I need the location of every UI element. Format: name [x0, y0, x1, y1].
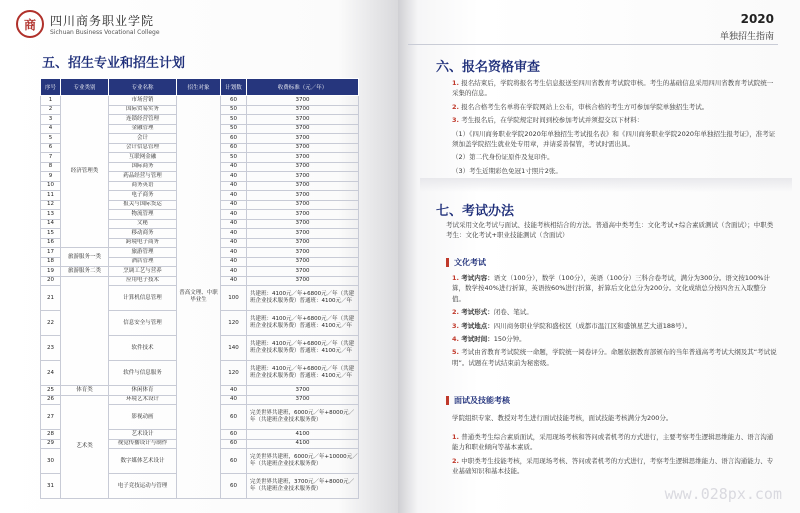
- logo-cn: 四川商务职业学院: [50, 14, 155, 28]
- table-cell: 23: [41, 336, 61, 361]
- list-item: [452, 166, 778, 176]
- list-item: [452, 432, 778, 453]
- table-cell: 市场营销: [109, 96, 177, 106]
- item-key: 考试形式：: [461, 308, 494, 317]
- table-cell: 电子商务: [109, 191, 177, 201]
- subsection-culture-exam: [446, 257, 486, 268]
- section-title-5: 五、招生专业和招生计划: [42, 56, 186, 71]
- table-cell: 28: [41, 430, 61, 440]
- table-cell: 完美世界共建班，3700元／年+8000元／年（共建班企业技术服务费）: [247, 474, 359, 499]
- list-item: [452, 152, 778, 162]
- table-cell: 文秘: [109, 219, 177, 229]
- item-text: 普通类考生综合素质面试，采用现场考核和答问或者机考的方式进行，主要考察考生逻辑思维能力、语言沟通能力和职业倾向等基本素质。: [452, 433, 774, 452]
- item-text: 考试由省教育考试院统一命题，学院统一阅卷评分。命题依据教育部颁布的当年普通高考考试大纲及其“考试说明”。试题在考试结束前为秘密级。: [452, 348, 777, 367]
- subsection-title: 文化考试: [454, 258, 486, 267]
- table-cell: 4100: [247, 430, 359, 440]
- table-cell: 国际贸易实务: [109, 105, 177, 115]
- table-cell: 软件技术: [109, 336, 177, 361]
- accent-bar: [446, 258, 449, 267]
- item-number: 4.: [452, 335, 462, 343]
- logo-en: Sichuan Business Vocational College: [50, 29, 160, 36]
- section-title-7: 七、考试办法: [436, 204, 515, 219]
- item-text: 闭卷、笔试。: [493, 308, 533, 317]
- accent-bar: [446, 396, 449, 405]
- table-cell: 40: [221, 395, 247, 405]
- table-cell: 11: [41, 191, 61, 201]
- table-cell: 40: [221, 172, 247, 182]
- header-divider: [408, 44, 778, 45]
- item-key: 考试地点：: [461, 321, 494, 330]
- section-divider: [420, 178, 792, 192]
- table-header-cell: 专业名称: [109, 79, 177, 96]
- left-page: [0, 0, 398, 513]
- table-cell: 3700: [247, 219, 359, 229]
- table-cell: 酒店管理: [109, 257, 177, 267]
- table-cell: 共建班：4100元／年+6800元／年（共建班企业技术服务费）普通班：4100元／年: [247, 311, 359, 336]
- table-cell: 31: [41, 474, 61, 499]
- table-cell: 报关与国际货运: [109, 200, 177, 210]
- item-number: 3.: [452, 116, 462, 125]
- item-text: （1）《四川商务职业学院2020年单独招生考试报名表》和《四川商务职业学院2020年单独招生报考证》，准考证须加盖学院招生就业处专用章，并请妥善保管，考试时需出具。: [452, 129, 776, 148]
- table-cell: 16: [41, 238, 61, 248]
- list-item: [452, 102, 778, 112]
- table-cell: 旅游管理: [109, 248, 177, 258]
- table-cell: 9: [41, 172, 61, 182]
- table-cell: 影视动画: [109, 405, 177, 430]
- list-item: [452, 334, 778, 344]
- list-item: [452, 115, 778, 125]
- table-cell: 120: [221, 311, 247, 336]
- table-cell: 3700: [247, 172, 359, 182]
- item-number: 1.: [452, 274, 462, 282]
- item-key: 考试时间：: [461, 335, 494, 343]
- page-header: [720, 12, 774, 42]
- table-cell: 3700: [247, 115, 359, 125]
- header-subtitle: 单独招生指南: [719, 32, 774, 42]
- table-cell: 7: [41, 153, 61, 163]
- table-cell: 连锁经营管理: [109, 115, 177, 125]
- table-cell: 烹调工艺与营养: [109, 267, 177, 277]
- item-text: 150分钟。: [493, 335, 526, 343]
- table-cell: 休闲体育: [109, 386, 177, 396]
- table-cell: 共建班：4100元／年+6800元／年（共建班企业技术服务费）普通班：4100元／年: [247, 336, 359, 361]
- table-cell: 数字媒体艺术设计: [109, 449, 177, 474]
- enrollment-table: [40, 78, 358, 499]
- table-cell: 6: [41, 143, 61, 153]
- interview-intro: 学院组织专家、教授对考生进行面试技能考核，面试技能考核满分为200分。: [452, 414, 673, 422]
- table-cell: 30: [41, 449, 61, 474]
- table-cell: 共建班：4100元／年+6800元／年（共建班企业技术服务费）普通班：4100元／年: [247, 286, 359, 311]
- table-cell: 21: [41, 286, 61, 311]
- table-cell: 3700: [247, 386, 359, 396]
- table-header-cell: 序号: [41, 79, 61, 96]
- table-cell: 金融管理: [109, 124, 177, 134]
- table-cell: 3700: [247, 162, 359, 172]
- table-cell: 18: [41, 257, 61, 267]
- table-cell: 19: [41, 267, 61, 277]
- table-cell: 3700: [247, 134, 359, 144]
- item-number: 2.: [452, 308, 462, 317]
- table-cell: 60: [221, 405, 247, 430]
- table-cell: 3700: [247, 153, 359, 163]
- table-cell: 环境艺术设计: [109, 395, 177, 405]
- table-cell: 4100: [247, 439, 359, 449]
- table-cell: 会计: [109, 134, 177, 144]
- table-cell: 体育类: [61, 386, 109, 396]
- table-cell: 软件与信息服务: [109, 361, 177, 386]
- item-number: 3.: [452, 321, 462, 330]
- table-cell: 3700: [247, 395, 359, 405]
- table-row: [41, 96, 359, 106]
- table-cell: 3700: [247, 124, 359, 134]
- section-title-6: 六、报名资格审查: [436, 60, 541, 75]
- table-cell: 40: [221, 386, 247, 396]
- item-text: 报名结束后，学院将报名考生信息报送至四川省教育考试院审核。考生的基础信息采用四川省教育考试院统一采集的信息。: [452, 79, 774, 98]
- list-item: [452, 273, 778, 304]
- table-cell: 药品经营与管理: [109, 172, 177, 182]
- list-item: [452, 347, 778, 368]
- table-cell: 电子竞技运动与管理: [109, 474, 177, 499]
- seal-icon: 商: [16, 10, 44, 38]
- table-cell: 3700: [247, 181, 359, 191]
- table-body: [41, 96, 359, 499]
- table-cell: 会计信息管理: [109, 143, 177, 153]
- item-text: 语文（100分），数学（100分），英语（100分）三科合卷考试，满分为300分。语文按100%计算，数学按40%进行折算，英语按60%进行折算，折算后文化总分为200分。文化成绩总分按四舍五入取整分值。: [452, 274, 770, 303]
- table-cell: 50: [221, 153, 247, 163]
- table-cell: 3700: [247, 238, 359, 248]
- item-number: 1.: [452, 79, 462, 87]
- item-text: 中职类考生技能考核，采用现场考核、答问或者机考的方式进行，考察考生逻辑思维能力、语言沟通能力、专业基础知识和基本技能。: [452, 456, 774, 476]
- table-header-row: [41, 79, 359, 96]
- header-year: 2020: [740, 12, 774, 26]
- table-cell: 40: [221, 200, 247, 210]
- table-cell: 40: [221, 181, 247, 191]
- table-cell: 4: [41, 124, 61, 134]
- table-cell: 5: [41, 134, 61, 144]
- table-cell: 40: [221, 162, 247, 172]
- table-cell: 物流管理: [109, 210, 177, 220]
- subsection-title: 面试及技能考核: [454, 396, 510, 405]
- table-cell: 3700: [247, 248, 359, 258]
- table-cell: 3700: [247, 210, 359, 220]
- table-cell: 60: [221, 134, 247, 144]
- table-cell: 12: [41, 200, 61, 210]
- table-cell: 22: [41, 311, 61, 336]
- table-header-cell: 收费标准（元／年）: [247, 79, 359, 96]
- table-cell: 移动商务: [109, 229, 177, 239]
- item-number: 1.: [452, 433, 462, 441]
- table-cell: 40: [221, 229, 247, 239]
- table-cell: 50: [221, 105, 247, 115]
- table-cell: 信息安全与管理: [109, 311, 177, 336]
- table-cell: 3700: [247, 200, 359, 210]
- item-key: 考试内容：: [461, 274, 494, 282]
- table-cell: 旅游服务二类: [61, 267, 109, 277]
- table-cell: 完美世界共建班，6000元／年+10000元／年（共建班企业技术服务费）: [247, 449, 359, 474]
- item-text: （2）第二代身份证原件及复印件。: [452, 153, 554, 162]
- table-cell: 120: [221, 361, 247, 386]
- item-number: 5.: [452, 348, 462, 357]
- table-cell: 3700: [247, 96, 359, 106]
- table-cell: 普高文理、中职毕业生: [177, 96, 221, 499]
- table-cell: 10: [41, 181, 61, 191]
- subsection-interview: [446, 395, 510, 406]
- table-cell: 60: [221, 143, 247, 153]
- table-cell: 旅游服务一类: [61, 248, 109, 267]
- table-cell: 40: [221, 257, 247, 267]
- table-cell: 3700: [247, 191, 359, 201]
- table-cell: 60: [221, 439, 247, 449]
- college-logo: [16, 10, 160, 38]
- table-header-cell: 计划数: [221, 79, 247, 96]
- table-cell: 3700: [247, 229, 359, 239]
- table-cell: [61, 276, 109, 386]
- table-cell: 应用电子技术: [109, 276, 177, 286]
- item-text: （3）考生近期彩色免冠1寸照片2张。: [452, 166, 562, 175]
- table-cell: 50: [221, 124, 247, 134]
- table-cell: 完美世界共建班，6000元／年+8000元／年（共建班企业技术服务费）: [247, 405, 359, 430]
- table-cell: 17: [41, 248, 61, 258]
- table-cell: 40: [221, 238, 247, 248]
- table-cell: 26: [41, 395, 61, 405]
- table-cell: 艺术类: [61, 395, 109, 499]
- table-cell: 27: [41, 405, 61, 430]
- table-cell: 25: [41, 386, 61, 396]
- table-cell: 商务英语: [109, 181, 177, 191]
- table-cell: 2: [41, 105, 61, 115]
- table-cell: 国际商务: [109, 162, 177, 172]
- table-cell: 60: [221, 449, 247, 474]
- table-cell: 40: [221, 267, 247, 277]
- table-cell: 60: [221, 96, 247, 106]
- table-cell: 20: [41, 276, 61, 286]
- item-number: 2.: [452, 102, 462, 111]
- table-cell: 50: [221, 115, 247, 125]
- table-header-cell: 专业类别: [61, 79, 109, 96]
- table-cell: 15: [41, 229, 61, 239]
- table-header-cell: 招生对象: [177, 79, 221, 96]
- table-cell: 3: [41, 115, 61, 125]
- watermark: www.028px.com: [664, 485, 782, 503]
- table-cell: 40: [221, 248, 247, 258]
- table-cell: 40: [221, 276, 247, 286]
- table-cell: 3700: [247, 257, 359, 267]
- table-cell: 视觉传播设计与制作: [109, 439, 177, 449]
- table-cell: 艺术设计: [109, 430, 177, 440]
- table-cell: 60: [221, 430, 247, 440]
- table-cell: 计算机信息管理: [109, 286, 177, 311]
- table-cell: 跨境电子商务: [109, 238, 177, 248]
- list-item: [452, 456, 778, 477]
- table-cell: 40: [221, 219, 247, 229]
- table-cell: 60: [221, 474, 247, 499]
- table-cell: 3700: [247, 105, 359, 115]
- table-cell: 140: [221, 336, 247, 361]
- table-cell: 8: [41, 162, 61, 172]
- table-cell: 互联网金融: [109, 153, 177, 163]
- section-7-intro: 考试采用文化考试与面试、技能考核相结合的方法。普通高中类考生：文化考试+综合素质测试（含面试）；中职类考生：文化考试+职业技能测试（含面试）: [446, 221, 774, 240]
- table-cell: 29: [41, 439, 61, 449]
- table-cell: 100: [221, 286, 247, 311]
- table-cell: 3700: [247, 143, 359, 153]
- table-cell: 经济管理类: [61, 96, 109, 248]
- table-cell: 3700: [247, 267, 359, 277]
- table-cell: 13: [41, 210, 61, 220]
- item-text: 四川商务职业学院和盛校区（成都市温江区和盛镇星艺大道188号）。: [493, 321, 692, 330]
- item-text: 考生报名后，在学院规定时间到校参加考试并须提交以下材料：: [461, 116, 644, 125]
- list-item: [452, 321, 778, 331]
- table-cell: 24: [41, 361, 61, 386]
- table-cell: 40: [221, 191, 247, 201]
- item-text: 报名合格考生名单将在学院网站上公布，审核合格的考生方可参加学院单独招生考试。: [461, 102, 709, 111]
- table-cell: 14: [41, 219, 61, 229]
- list-item: [452, 307, 778, 317]
- table-cell: 共建班：4100元／年+6800元／年（共建班企业技术服务费）普通班：4100元／年: [247, 361, 359, 386]
- list-item: [452, 129, 778, 150]
- table-cell: 3700: [247, 276, 359, 286]
- table-cell: 40: [221, 210, 247, 220]
- list-item: [452, 78, 778, 99]
- item-number: 2.: [452, 456, 462, 465]
- table-cell: 1: [41, 96, 61, 106]
